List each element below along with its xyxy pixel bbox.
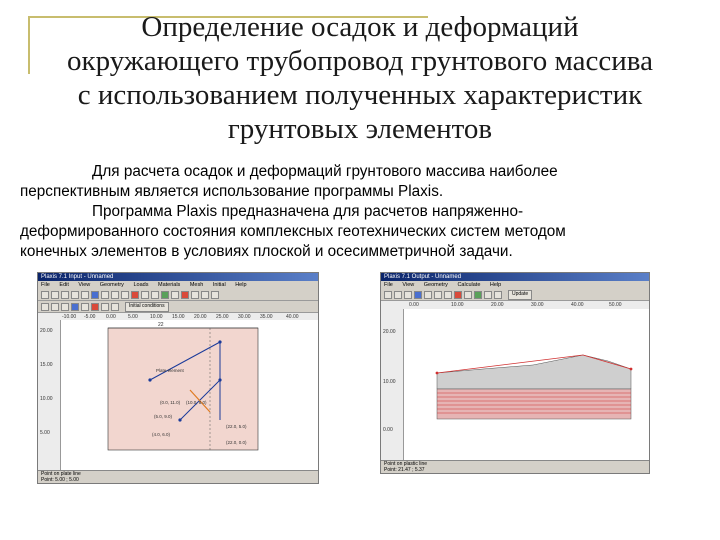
input-geometry-svg xyxy=(60,320,318,470)
update-button[interactable]: Update xyxy=(508,290,532,300)
point-load-icon[interactable] xyxy=(101,303,109,311)
node-point xyxy=(148,378,151,381)
menu-mesh[interactable]: Mesh xyxy=(189,282,204,288)
input-menubar xyxy=(38,281,318,289)
ruler-tick: 20.00 xyxy=(491,302,504,308)
ruler-tick: 5.00 xyxy=(128,314,138,320)
geometry-line-icon[interactable] xyxy=(121,291,129,299)
soil-cluster xyxy=(108,328,258,450)
mesh-icon[interactable] xyxy=(474,291,482,299)
plate-icon[interactable] xyxy=(131,291,139,299)
standard-fixity-icon[interactable] xyxy=(81,303,89,311)
status-line-2: Point: 21.47 ; 5.37 xyxy=(384,467,425,473)
plate-label: Plate-element xyxy=(156,368,184,373)
ruler-tick: -10.00 xyxy=(62,314,77,320)
input-window-titlebar: Plaxis 7.1 Input - Unnamed xyxy=(38,273,318,281)
title-line-3: с использованием полученных характеристик xyxy=(77,79,643,111)
open-folder-icon[interactable] xyxy=(384,291,392,299)
pointer-icon[interactable] xyxy=(41,303,49,311)
paragraph-2-line-2: деформированного состояния комплексных геотехнических систем методом xyxy=(20,223,566,240)
coord-label: (22.0, 0.0) xyxy=(226,440,247,445)
status-line-1: Point on plate line xyxy=(41,471,81,477)
status-line-1: Point on plastic line xyxy=(384,461,428,467)
line-tool-icon[interactable] xyxy=(51,303,59,311)
undo-icon[interactable] xyxy=(81,291,89,299)
menu-view[interactable]: View xyxy=(402,282,415,288)
ruler-tick: 20.00 xyxy=(194,314,207,320)
input-toolbar-2 xyxy=(38,301,318,313)
geotextile-icon[interactable] xyxy=(161,291,169,299)
slide-title xyxy=(20,10,700,146)
output-vertical-ruler xyxy=(381,309,404,460)
y-tick: 0.00 xyxy=(383,427,393,433)
anchor-icon[interactable] xyxy=(151,291,159,299)
plaxis-output-screenshot xyxy=(380,272,650,474)
menu-file[interactable]: File xyxy=(41,282,50,288)
menu-geometry[interactable]: Geometry xyxy=(99,282,124,288)
menu-materials[interactable]: Materials xyxy=(158,282,181,288)
ruler-tick: 10.00 xyxy=(451,302,464,308)
top-dimension-label: 22 xyxy=(158,322,164,328)
node-point xyxy=(218,340,221,343)
ruler-tick: 35.00 xyxy=(260,314,273,320)
title-line-2: окружающего трубопровод грунтового массива xyxy=(67,45,653,77)
coord-label: (4.0, 6.0) xyxy=(152,432,171,437)
zoom-out-icon[interactable] xyxy=(424,291,432,299)
paragraph-1-line-2: перспективным является использование программы Plaxis. xyxy=(20,183,444,200)
input-toolbar-1 xyxy=(38,289,318,301)
ruler-tick: -5.00 xyxy=(84,314,96,320)
node-point xyxy=(178,418,181,421)
mesh-icon[interactable] xyxy=(211,291,219,299)
node-point xyxy=(218,378,221,381)
node-point xyxy=(630,368,633,371)
paragraph-2-line-1: Программа Plaxis предназначена для расчетов напряженно- xyxy=(92,203,524,220)
status-line-2: Point: 5.00 ; 5.00 xyxy=(41,477,79,483)
zoom-in-icon[interactable] xyxy=(91,291,99,299)
ruler-tick: 40.00 xyxy=(571,302,584,308)
print-icon[interactable] xyxy=(404,291,412,299)
plaxis-input-screenshot xyxy=(37,272,319,484)
node-tool-icon[interactable] xyxy=(61,303,69,311)
menu-initial[interactable]: Initial xyxy=(212,282,226,288)
paragraph-1-line-1: Для расчета осадок и деформаций грунтового массива наиболее xyxy=(92,163,558,180)
save-icon[interactable] xyxy=(61,291,69,299)
output-window-titlebar: Plaxis 7.1 Output - Unnamed xyxy=(381,273,649,281)
menu-file[interactable]: File xyxy=(384,282,393,288)
menu-view[interactable]: View xyxy=(78,282,91,288)
output-statusbar xyxy=(381,460,649,473)
curve-icon[interactable] xyxy=(494,291,502,299)
ruler-tick: 0.00 xyxy=(409,302,419,308)
coord-label: (22.0, 5.0) xyxy=(226,424,247,429)
distributed-load-icon[interactable] xyxy=(91,303,99,311)
y-tick: 15.00 xyxy=(40,362,53,368)
selection-icon[interactable] xyxy=(111,291,119,299)
paragraph-2-line-3: конечных элементов в условиях плоской и осесимметричной задачи. xyxy=(20,243,513,260)
zoom-in-icon[interactable] xyxy=(414,291,422,299)
title-line-1: Определение осадок и деформаций xyxy=(141,11,579,43)
ruler-tick: 40.00 xyxy=(286,314,299,320)
coord-label: (10.0, 8.0) xyxy=(186,400,207,405)
output-toolbar xyxy=(381,289,649,301)
hinge-icon[interactable] xyxy=(141,291,149,299)
coord-label: (5.0, 9.0) xyxy=(154,414,173,419)
menu-help[interactable]: Help xyxy=(235,282,247,288)
ruler-tick: 30.00 xyxy=(238,314,251,320)
pointer-icon[interactable] xyxy=(434,291,442,299)
save-icon[interactable] xyxy=(394,291,402,299)
input-statusbar xyxy=(38,470,318,483)
menu-edit[interactable]: Edit xyxy=(59,282,69,288)
title-line-4: грунтовых элементов xyxy=(227,113,493,145)
menu-calculate[interactable]: Calculate xyxy=(457,282,481,288)
coord-label: (0.0, 11.0) xyxy=(160,400,181,405)
table-icon[interactable] xyxy=(484,291,492,299)
load-icon[interactable] xyxy=(191,291,199,299)
ruler-tick: 15.00 xyxy=(172,314,185,320)
interface-icon[interactable] xyxy=(171,291,179,299)
menu-help[interactable]: Help xyxy=(489,282,502,288)
output-mesh-svg xyxy=(403,309,649,459)
menu-loads[interactable]: Loads xyxy=(133,282,149,288)
subsoil-layer xyxy=(437,389,631,419)
menu-geometry[interactable]: Geometry xyxy=(423,282,448,288)
fixity-icon[interactable] xyxy=(181,291,189,299)
output-menubar xyxy=(381,281,649,289)
materials-icon[interactable] xyxy=(201,291,209,299)
ruler-tick: 0.00 xyxy=(106,314,116,320)
ruler-tick: 10.00 xyxy=(150,314,163,320)
node-point xyxy=(436,372,439,375)
slide-body xyxy=(20,162,710,262)
node-tool-icon[interactable] xyxy=(464,291,472,299)
fixed-displacement-icon[interactable] xyxy=(71,303,79,311)
y-tick: 10.00 xyxy=(383,379,396,385)
ruler-tick: 50.00 xyxy=(609,302,622,308)
input-drawing-canvas[interactable] xyxy=(38,320,318,470)
initial-conditions-button[interactable]: Initial conditions xyxy=(125,302,169,312)
y-tick: 20.00 xyxy=(383,329,396,335)
input-vertical-ruler xyxy=(38,320,61,470)
output-drawing-canvas[interactable] xyxy=(381,309,649,460)
y-tick: 10.00 xyxy=(40,396,53,402)
print-icon[interactable] xyxy=(71,291,79,299)
prescribed-icon[interactable] xyxy=(111,303,119,311)
ruler-tick: 30.00 xyxy=(531,302,544,308)
open-folder-icon[interactable] xyxy=(51,291,59,299)
ruler-tick: 25.00 xyxy=(216,314,229,320)
y-tick: 20.00 xyxy=(40,328,53,334)
line-tool-icon[interactable] xyxy=(444,291,452,299)
new-file-icon[interactable] xyxy=(41,291,49,299)
y-tick: 5.00 xyxy=(40,430,50,436)
zoom-out-icon[interactable] xyxy=(101,291,109,299)
plate-icon[interactable] xyxy=(454,291,462,299)
